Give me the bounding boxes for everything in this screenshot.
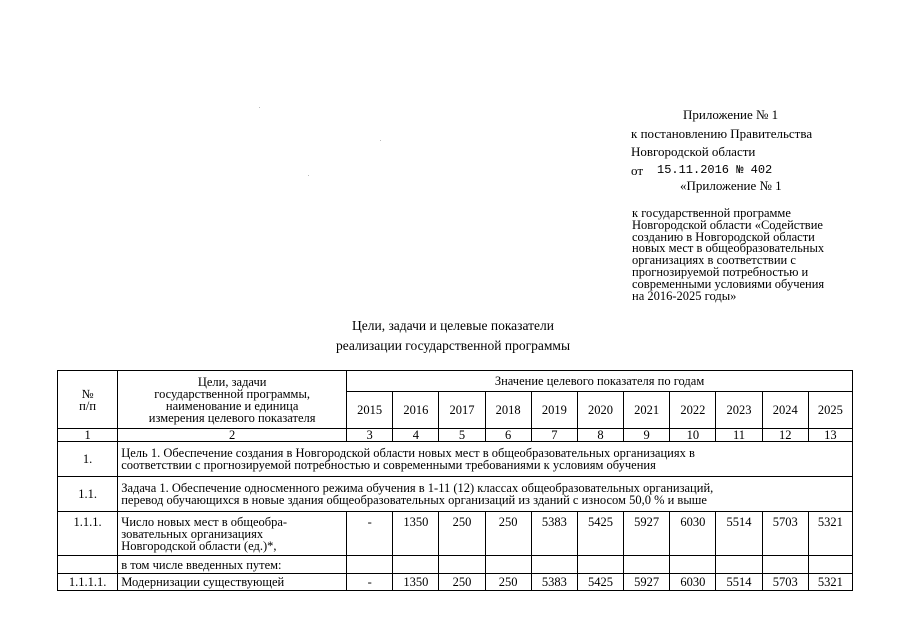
goal-num: 1. bbox=[58, 442, 118, 477]
appendix-title-2: «Приложение № 1 bbox=[680, 178, 782, 193]
col-index-cell: 13 bbox=[808, 429, 852, 442]
indicator-value: 5703 bbox=[762, 512, 808, 556]
col-index-cell: 6 bbox=[485, 429, 531, 442]
empty-cell bbox=[58, 556, 118, 574]
page-title-line2: реализации государственной программы bbox=[335, 338, 571, 353]
col-index-cell: 12 bbox=[762, 429, 808, 442]
program-ref-line: организациях в соответствии с bbox=[632, 253, 796, 268]
col-num-header bbox=[58, 371, 118, 429]
empty-cell bbox=[393, 556, 439, 574]
modernization-value: 250 bbox=[439, 574, 485, 591]
region-name: Новгородской области bbox=[631, 144, 756, 159]
indicator-value: 5514 bbox=[716, 512, 762, 556]
col-name-header bbox=[118, 371, 347, 429]
modernization-value: 5514 bbox=[716, 574, 762, 591]
task-text-line: перевод обучающихся в новые здания общеобразовательных организаций из зданий с износом 50,0 % и выше bbox=[121, 493, 707, 507]
indicator-value: 5383 bbox=[531, 512, 577, 556]
modernization-value: 5383 bbox=[531, 574, 577, 591]
indicators-table bbox=[57, 370, 853, 591]
table-header-row bbox=[58, 371, 853, 392]
col-index-cell: 8 bbox=[577, 429, 623, 442]
indicator-value: - bbox=[347, 512, 393, 556]
empty-cell bbox=[531, 556, 577, 574]
modernization-value: 5321 bbox=[808, 574, 852, 591]
year-cell: 2025 bbox=[808, 392, 852, 429]
empty-cell bbox=[808, 556, 852, 574]
indicator-text-line: Новгородской области (ед.)*, bbox=[121, 539, 277, 553]
program-ref-line: к государственной программе bbox=[632, 206, 791, 220]
indicator-value: 250 bbox=[485, 512, 531, 556]
col-index-cell: 4 bbox=[393, 429, 439, 442]
empty-cell bbox=[485, 556, 531, 574]
modernization-value: 5425 bbox=[577, 574, 623, 591]
modernization-value: 6030 bbox=[670, 574, 716, 591]
indicator-value: 5425 bbox=[577, 512, 623, 556]
indicator-value: 250 bbox=[439, 512, 485, 556]
header-text: Цели, задачи bbox=[197, 374, 267, 389]
indicator-value: 5927 bbox=[624, 512, 670, 556]
col-index-cell: 1 bbox=[58, 429, 118, 442]
modernization-value: 5703 bbox=[762, 574, 808, 591]
program-ref-line: Новгородской области «Содействие bbox=[632, 217, 823, 232]
program-ref-line: современными условиями обучения bbox=[632, 276, 825, 291]
goal-text-line: соответствии с прогнозируемой потребностью и современными требованиями к условиям обучения bbox=[121, 458, 656, 472]
values-header: Значение целевого показателя по годам bbox=[347, 371, 853, 392]
goal-text bbox=[118, 442, 853, 477]
column-index-row bbox=[58, 429, 853, 442]
modernization-row bbox=[58, 574, 853, 591]
year-cell: 2015 bbox=[347, 392, 393, 429]
program-ref-line: на 2016-2025 годы» bbox=[632, 288, 737, 303]
indicator-text-line: зовательных организациях bbox=[121, 527, 264, 541]
year-cell: 2022 bbox=[670, 392, 716, 429]
col-index-cell: 9 bbox=[624, 429, 670, 442]
empty-cell bbox=[347, 556, 393, 574]
year-cell: 2021 bbox=[624, 392, 670, 429]
col-index-cell: 10 bbox=[670, 429, 716, 442]
col-index-cell: 11 bbox=[716, 429, 762, 442]
header-text: п/п bbox=[79, 398, 97, 413]
modernization-value: 1350 bbox=[393, 574, 439, 591]
empty-cell bbox=[624, 556, 670, 574]
page-title-line1: Цели, задачи и целевые показатели bbox=[352, 318, 554, 333]
indicator-text bbox=[118, 512, 347, 556]
date-prefix: от bbox=[631, 163, 644, 178]
header-text: наименование и единица bbox=[165, 398, 299, 413]
indicator-value: 5321 bbox=[808, 512, 852, 556]
decree-date-number: 15.11.2016 № 402 bbox=[657, 163, 773, 177]
program-ref-line: созданию в Новгородской области bbox=[632, 229, 815, 244]
year-cell: 2018 bbox=[485, 392, 531, 429]
empty-cell bbox=[670, 556, 716, 574]
program-ref-line: новых мест в общеобразовательных bbox=[632, 241, 825, 256]
scan-speck bbox=[308, 175, 309, 176]
modernization-value: 5927 bbox=[624, 574, 670, 591]
task-text bbox=[118, 477, 853, 512]
col-index-cell: 7 bbox=[531, 429, 577, 442]
empty-cell bbox=[577, 556, 623, 574]
year-cell: 2019 bbox=[531, 392, 577, 429]
task-text-line: Задача 1. Обеспечение односменного режима обучения в 1-11 (12) классах общеобразовательных организаций, bbox=[121, 481, 714, 495]
indicator-text-line: Число новых мест в общеобра- bbox=[121, 515, 288, 529]
year-cell: 2024 bbox=[762, 392, 808, 429]
scan-speck bbox=[259, 107, 260, 108]
header-text: государственной программы, bbox=[154, 386, 310, 401]
modernization-value: 250 bbox=[485, 574, 531, 591]
scan-speck bbox=[380, 140, 381, 141]
indicator-num: 1.1.1. bbox=[58, 512, 118, 556]
year-cell: 2016 bbox=[393, 392, 439, 429]
indicator-value: 6030 bbox=[670, 512, 716, 556]
year-cell: 2020 bbox=[577, 392, 623, 429]
col-index-cell: 5 bbox=[439, 429, 485, 442]
goal-text-line: Цель 1. Обеспечение создания в Новгородской области новых мест в общеобразовательных организациях в bbox=[121, 446, 695, 460]
modernization-num: 1.1.1.1. bbox=[58, 574, 118, 591]
task-row bbox=[58, 477, 853, 512]
col-index-cell: 2 bbox=[118, 429, 347, 442]
goal-row bbox=[58, 442, 853, 477]
header-text: измерения целевого показателя bbox=[148, 410, 316, 425]
empty-cell bbox=[716, 556, 762, 574]
modernization-value: - bbox=[347, 574, 393, 591]
header-text: № bbox=[81, 386, 94, 401]
program-reference bbox=[632, 208, 854, 302]
decree-reference: к постановлению Правительства bbox=[631, 126, 813, 141]
indicator-value: 1350 bbox=[393, 512, 439, 556]
year-cell: 2023 bbox=[716, 392, 762, 429]
year-cell: 2017 bbox=[439, 392, 485, 429]
including-row bbox=[58, 556, 853, 574]
empty-cell bbox=[439, 556, 485, 574]
including-text: в том числе введенных путем: bbox=[118, 556, 347, 574]
col-index-cell: 3 bbox=[347, 429, 393, 442]
task-num: 1.1. bbox=[58, 477, 118, 512]
program-ref-line: прогнозируемой потребностью и bbox=[632, 264, 809, 279]
indicator-row bbox=[58, 512, 853, 556]
modernization-text: Модернизации существующей bbox=[118, 574, 347, 591]
empty-cell bbox=[762, 556, 808, 574]
appendix-title: Приложение № 1 bbox=[683, 107, 779, 122]
